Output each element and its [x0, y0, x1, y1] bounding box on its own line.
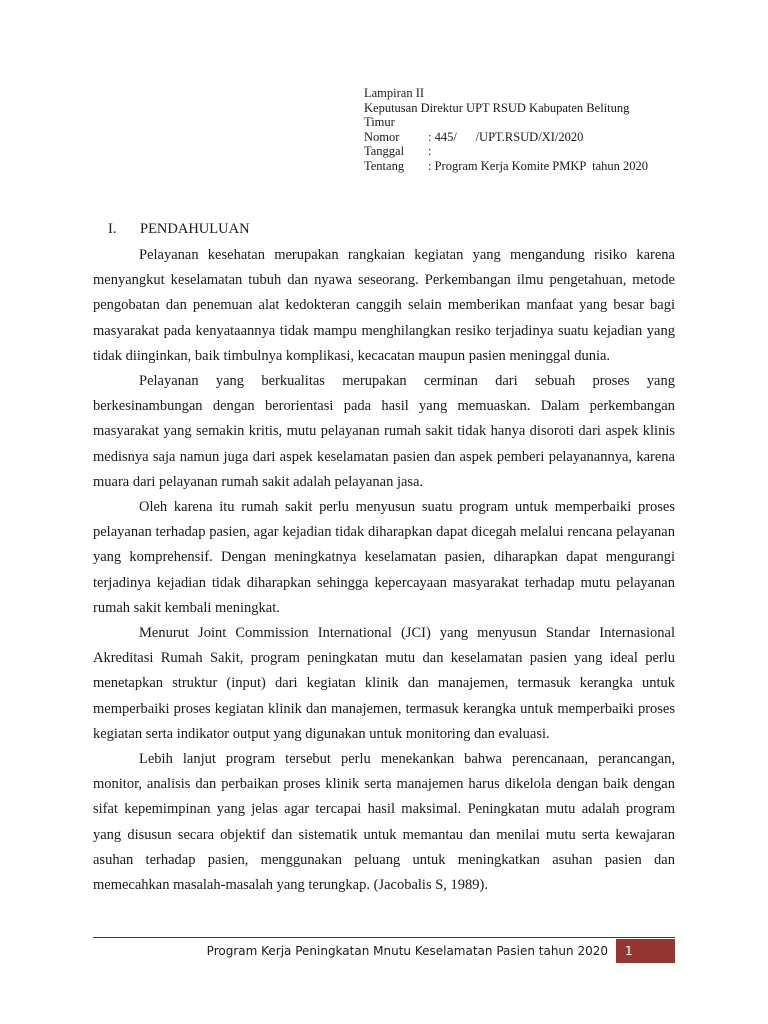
tanggal-row: [364, 144, 664, 159]
keputusan-continuation: Timur: [364, 115, 395, 130]
tentang-value: : Program Kerja Komite PMKP tahun 2020: [428, 158, 649, 173]
tentang-label: Tentang: [364, 158, 405, 173]
tanggal-value: :: [428, 144, 432, 159]
paragraph: Lebih lanjut program tersebut perlu menekankan bahwa perencanaan, perancangan, monitor, analisis dan perbaikan proses klinik serta manajemen harus dikelola dengan baik dengan sifat kepemimpinan yang jelas agar tercapai hasil maksimal. Peningkatan mutu adalah program yang disusun secara objektif dan sistematik untuk memantau dan menilai mutu serta kewajaran asuhan terhadap pasien, menggunakan peluang untuk meningkatkan asuhan pasien dan memecahkan masalah-masalah yang terungkap. (Jacobalis S, 1989).: [93, 751, 675, 894]
section-heading: [108, 221, 250, 238]
nomor-value: : 445/ /UPT.RSUD/XI/2020: [428, 129, 584, 144]
body-text: [93, 243, 675, 898]
nomor-row: [364, 130, 664, 145]
footer-title: Program Kerja Peningkatan Mnutu Keselamatan Pasien tahun 2020: [206, 944, 608, 958]
keputusan-line: Keputusan Direktur UPT RSUD Kabupaten Belitung: [364, 100, 630, 115]
paragraph: Pelayanan yang berkualitas merupakan cerminan dari sebuah proses yang berkesinambungan dengan berorientasi pada hasil yang memuaskan. Dalam perkembangan masyarakat yang semakin kritis, mutu pelayanan rumah sakit tidak hanya disoroti dari aspek klinis medisnya saja namun juga dari aspek keselamatan pasien dan aspek pemberi pelayanannya, karena muara dari pelayanan rumah sakit adalah pelayanan jasa.: [93, 373, 675, 490]
page-number-badge: [616, 939, 675, 963]
section-number: I.: [108, 221, 117, 237]
paragraph: Menurut Joint Commission International (JCI) yang menyusun Standar Internasional Akreditasi Rumah Sakit, program peningkatan mutu dan keselamatan pasien yang ideal perlu menetapkan struktur (input) dari kegiatan klinik dan manajemen, termasuk kerangka untuk memperbaiki proses kegiatan klinik dan manajemen, termasuk kerangka untuk memperbaiki proses kegiatan serta indikator output yang digunakan untuk monitoring dan evaluasi.: [93, 625, 675, 742]
lampiran-label: Lampiran II: [364, 86, 425, 100]
footer-divider: [93, 937, 675, 938]
paragraph: Pelayanan kesehatan merupakan rangkaian kegiatan yang mengandung risiko karena menyangkut keselamatan tubuh dan nyawa seseorang. Perkembangan ilmu pengetahuan, metode pengobatan dan penemuan alat kedokteran canggih selain memberikan manfaat yang besar bagi masyarakat pada kenyataannya tidak mampu menghilangkan resiko terjadinya suatu kejadian yang tidak diinginkan, baik timbulnya komplikasi, kecacatan maupun pasien meninggal dunia.: [93, 247, 675, 364]
paragraph: Oleh karena itu rumah sakit perlu menyusun suatu program untuk memperbaiki proses pelayanan terhadap pasien, agar kejadian tidak diharapkan dapat dicegah melalui rencana pelayanan yang komprehensif. Dengan meningkatnya keselamatan pasien, diharapkan dapat mengurangi terjadinya kejadian tidak diharapkan sehingga kepercayaan masyarakat terhadap mutu pelayanan rumah sakit kembali meningkat.: [93, 499, 675, 616]
document-header: [364, 86, 664, 174]
nomor-label: Nomor: [364, 129, 400, 144]
tanggal-label: Tanggal: [364, 144, 405, 159]
tentang-row: [364, 159, 664, 174]
page-number: 1: [625, 944, 633, 958]
section-title: PENDAHULUAN: [140, 221, 250, 237]
